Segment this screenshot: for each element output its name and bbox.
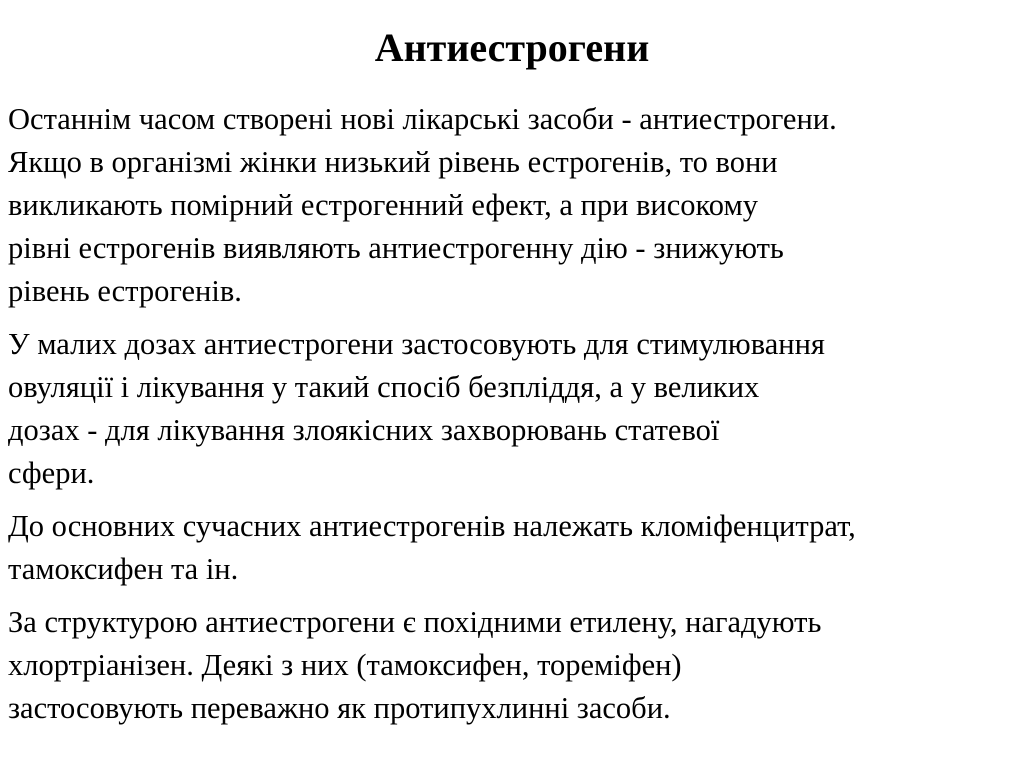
paragraph-line: хлортріанізен. Деякі з них (тамоксифен, тореміфен) — [8, 648, 682, 682]
paragraph-3 — [8, 505, 1008, 591]
paragraph-line: овуляції і лікування у такий спосіб безпліддя, а у великих — [8, 370, 760, 404]
paragraph-line: рівень естрогенів. — [8, 274, 242, 308]
paragraph-line: викликають помірний естрогенний ефект, а при високому — [8, 188, 759, 222]
paragraph-4 — [8, 601, 1008, 730]
paragraph-line: Останнім часом створені нові лікарські засоби - антиестрогени. — [8, 102, 837, 136]
paragraph-line: тамоксифен та ін. — [8, 552, 239, 586]
paragraph-line: Якщо в організмі жінки низький рівень естрогенів, то вони — [8, 145, 778, 179]
paragraph-line: сфери. — [8, 456, 95, 490]
paragraph-2 — [8, 323, 1008, 495]
paragraph-line: дозах - для лікування злоякісних захворювань статевої — [8, 413, 720, 447]
slide-body — [8, 98, 1008, 740]
paragraph-1 — [8, 98, 1008, 313]
paragraph-line: У малих дозах антиестрогени застосовують для стимулювання — [8, 327, 825, 361]
paragraph-line: рівні естрогенів виявляють антиестрогенну дію - знижують — [8, 231, 784, 265]
slide-title: Антиестрогени — [374, 25, 650, 70]
paragraph-line: За структурою антиестрогени є похідними етилену, нагадують — [8, 605, 822, 639]
paragraph-line: застосовують переважно як протипухлинні засоби. — [8, 691, 671, 725]
paragraph-line: До основних сучасних антиестрогенів належать кломіфенцитрат, — [8, 509, 856, 543]
